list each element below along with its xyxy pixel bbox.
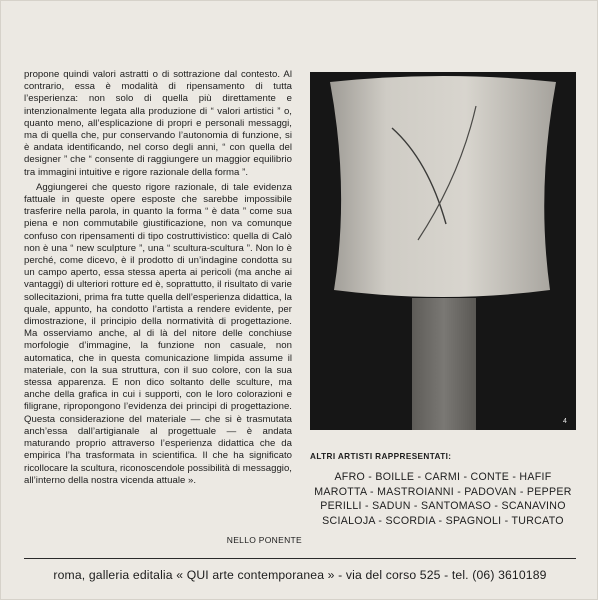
- sculpture-plinth: [412, 298, 476, 430]
- gallery-address: roma, galleria editalia « QUI arte contemporanea » - via del corso 525 - tel. (06) 3610189: [53, 568, 547, 582]
- author-signature: NELLO PONENTE: [226, 535, 302, 545]
- photo-number: 4: [563, 418, 567, 425]
- sculpture-photograph: [310, 72, 576, 430]
- essay-paragraph-2: Aggiungerei che questo rigore razionale, di tale evidenza fattuale in queste opere esposte che sarebbe impossibile trasferire nella parola, in quanto la forma “ è data ” come sua piena e non commutabile giustificazione, non va comunque confuso con ripensamenti di tipo costruttivistico: quella di Calò non è una “ new sculpture ”, una “ scultura-scultura ”. Non lo è perché, come dicevo, è il prodotto di un’indagine condotta su un campo aperto, essa stessa aperta ai pericoli (ma anche ai vantaggi) di ulteriori rotture ed è, soprattutto, il risultato di varie sollecitazioni, prima fra tutte quella dell’esperienza didattica, la quale, appunto, ha condotto l’artista a rendere evidente, per dimostrazione, il principio della normatività di progettazione. Ma osserviamo anche, al di là del nitore delle conchiuse morfologie d’immagine, la funzione non casuale, non automatica, che in questa comunicazione limpida assume il materiale, con la sua struttura, con il suo colore, con la sua stessa apparenza. E non dico soltanto delle sculture, ma anche della grafica in cui i supporti, con le loro colorazioni e filigrane, ripropongono l’evidenza dei principi di progettazione. Questa considerazione del materiale — che si è trasmutata anch’essa dall’artigianale al progettuale — è andata maturando proprio attraverso l’esperienza didattica che da empirica l’ha trasformata in scientifica. Il che ha significato ricollocare la scultura, riconoscendole possibilità di messaggio, all’interno della nostra vicenda attuale ».: [24, 181, 292, 486]
- other-artists-list: [310, 470, 576, 528]
- sculpture-plate: [330, 76, 556, 297]
- artists-line: PERILLI - SADUN - SANTOMASO - SCANAVINO: [320, 500, 566, 513]
- footer-divider: [24, 558, 576, 559]
- essay-paragraph-1: propone quindi valori astratti o di sottrazione dal contesto. Al contrario, essa è modalità di ripensamento di tutta l’esperienza: non solo di quella più direttamente e intenzionalmente legata alla produzione di “ valori artistici ” o, quanto meno, all’esplicazione di propri e personali messaggi, ma di quella che, pur conservando l’autonomia di funzione, si è andata identificando, nel corso degli anni, “ con quella del designer ” che “ consente di raggiungere un maggior equilibrio tra immagini intuitive e rigore razionale della forma ”.: [24, 69, 292, 178]
- other-artists-heading: ALTRI ARTISTI RAPPRESENTATI:: [310, 452, 452, 461]
- artists-line: AFRO - BOILLE - CARMI - CONTE - HAFIF: [334, 471, 552, 483]
- essay-text: [24, 69, 292, 487]
- sculpture-illustration: [310, 72, 576, 430]
- artists-line: MAROTTA - MASTROIANNI - PADOVAN - PEPPER: [314, 485, 572, 498]
- artists-line: SCIALOJA - SCORDIA - SPAGNOLI - TURCATO: [322, 514, 564, 527]
